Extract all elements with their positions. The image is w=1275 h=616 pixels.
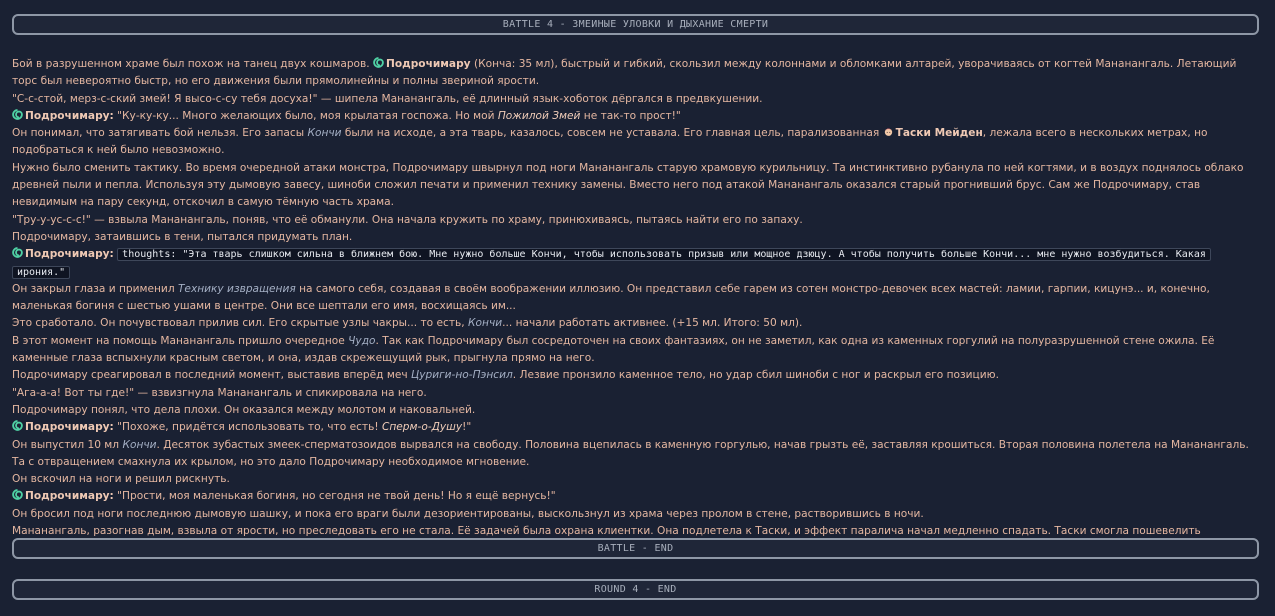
story-paragraph: Он вскочил на ноги и решил рискнуть. [12,473,230,486]
green-swirl-icon [12,109,23,120]
story-paragraph: Подрочимару: "Ку-ку-ку... Много желающих было, моя крылатая госпожа. Но мой Пожилой Змей не так-то прост!" [12,108,1262,125]
green-swirl-icon [12,247,23,258]
thoughts-code-block: thoughts: "Эта тварь слишком сильна в ближнем бою. Мне нужно больше Кончи, чтобы использовать призыв или мощное дзюцу. А чтобы получить больше Кончи... мне нужно возбудиться. Какая ирония." [12,248,1211,278]
story-paragraph: Бой в разрушенном храме был похож на танец двух кошмаров. Подрочимару (Конча: 35 мл), быстрый и гибкий, скользил между колоннами и обломками алтарей, уворачиваясь от когтей Мананангаль. Летающий торс был невероятно быстр, но его движения были прямолинейны и полны звериной ярости. [12,58,1237,88]
emphasis-text: Кончи [307,127,342,140]
character-name: Таски Мейден [895,127,983,140]
story-paragraph: Подрочимару среагировал в последний момент, выставив вперёд меч Цуриги-но-Пэнсил. Лезвие пронзило каменное тело, но удар сбил шиноби с ног и раскрыл его позицию. [12,369,999,382]
character-name: Подрочимару: [25,109,114,122]
round-end-banner: ROUND 4 - END [12,579,1259,600]
green-swirl-icon [12,420,23,431]
story-paragraph: Он выпустил 10 мл Кончи. Десяток зубастых змеек-сперматозоидов вырвался на свободу. Половина вцепилась в каменную горгулью, начав грызть её, заставляя крошиться. Вторая половина полетела на Мананангаль. Та с отвращением смахнула их крылом, но это дало Подрочимару необходимое мгновение. [12,438,1249,468]
emphasis-text: Технику извращения [177,282,296,295]
story-paragraph: Нужно было сменить тактику. Во время очередной атаки монстра, Подрочимару швырнул под ноги Мананангаль старую храмовую курильницу. Та инстинктивно рубанула по ней когтями, и в воздух поднялось облако древней пыли и пепла. Используя эту дымовую завесу, шиноби сложил печати и применил технику замены. Вместо него под атакой Мананангаль оказался старый прогнивший брус. Сам же Подрочимару, став невидимым на пару секунд, отскочил в самую тёмную часть храма. [12,161,1244,209]
story-paragraph: "Тру-у-ус-с-с!" — взвыла Мананангаль, поняв, что её обманули. Она начала кружить по храму, принюхиваясь, пытаясь найти его по запаху. [12,213,803,226]
story-paragraph: "С-с-стой, мерз-с-ский змей! Я высо-с-су тебя досуха!" — шипела Мананангаль, её длинный язык-хоботок дёргался в предвкушении. [12,92,763,105]
emphasis-text: Чудо [348,334,376,347]
story-paragraph: Он закрыл глаза и применил Технику извращения на самого себя, создавая в своём воображении иллюзию. Он представил себе гарем из сотен монстро-девочек всех мастей: ламии, гарпии, кицунэ... и, конечно, маленькая богиня с шестью ушами в центре. Они все шептали его имя, восхищаясь им... [12,282,1210,313]
emphasis-text: Сперм-о-Душу [381,421,463,434]
green-swirl-icon [373,57,384,68]
story-paragraph: Он понимал, что затягивать бой нельзя. Его запасы Кончи были на исходе, а эта тварь, казалось, совсем не уставала. Его главная цель, парализованная Таски Мейден, лежала всего в нескольких метрах, но подобраться к ней было невозможно. [12,127,1208,157]
emphasis-text: Пожилой Змей [497,109,581,122]
girl-face-icon [883,126,894,137]
character-name: Подрочимару: [25,248,114,261]
character-name: Подрочимару: [25,421,114,434]
story-paragraph: Подрочимару понял, что дела плохи. Он оказался между молотом и наковальней. [12,403,476,416]
story-paragraph: "Ага-а-а! Вот ты где!" — взвизгнула Мананангаль и спикировала на него. [12,386,427,399]
emphasis-text: Кончи [122,438,157,451]
story-paragraph: Мананангаль, разогнав дым, взвыла от ярости, но преследовать его не стала. Её задачей была охрана клиентки. Она подлетела к Таски, и эффект паралича начал медленно спадать. Таски смогла пошевелить [12,525,1201,538]
story-paragraph: В этот момент на помощь Мананангаль пришло очередное Чудо. Так как Подрочимару был сосредоточен на своих фантазиях, он не заметил, как одна из каменных горгулий на полуразрушенной стене ожила. Её каменные глаза вспыхнули красным светом, и она, издав скрежещущий рык, прыгнула прямо на него. [12,334,1215,365]
battle-start-banner: BATTLE 4 - ЗМЕИНЫЕ УЛОВКИ И ДЫХАНИЕ СМЕРТИ [12,14,1259,35]
story-paragraph: Это сработало. Он почувствовал прилив сил. Его скрытые узлы чакры... то есть, Кончи... начали работать активнее. (+15 мл. Итого: 50 мл). [12,317,803,330]
story-paragraph: Он бросил под ноги последнюю дымовую шашку, и пока его враги были дезориентированы, выскользнул из храма через пролом в стене, растворившись в ночи. [12,507,924,520]
story-paragraph: Подрочимару: "Похоже, придётся использовать то, что есть! Сперм-о-Душу!" [12,419,1262,436]
battle-end-banner: BATTLE - END [12,538,1259,559]
story-paragraph: Подрочимару: "Прости, моя маленькая богиня, но сегодня не твой день! Но я ещё вернусь!" [12,488,1262,505]
emphasis-text: Кончи [468,317,503,330]
story-paragraph [12,246,1262,281]
character-name: Подрочимару: [25,490,114,503]
character-name: Подрочимару [386,58,471,70]
story-paragraph: Подрочимару, затаившись в тени, пытался придумать план. [12,230,353,243]
green-swirl-icon [12,489,23,500]
story-log [12,56,1262,558]
emphasis-text: Цуриги-но-Пэнсил [410,369,513,382]
